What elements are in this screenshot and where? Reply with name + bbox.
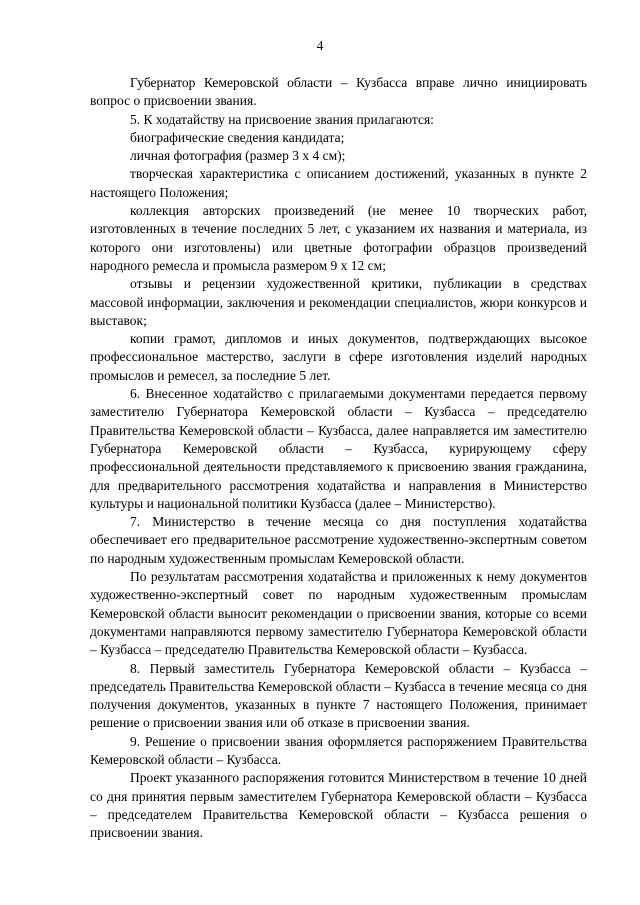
- paragraph: 9. Решение о присвоении звания оформляется распоряжением Правительства Кемеровской области – Кузбасса.: [90, 733, 587, 767]
- paragraph: 5. К ходатайству на присвоение звания прилагаются:: [130, 111, 434, 127]
- list-item: творческая характеристика с описанием достижений, указанных в пункте 2 настоящего Положения;: [90, 166, 587, 200]
- paragraph: Проект указанного распоряжения готовится Министерством в течение 10 дней со дня принятия первым заместителем Губернатора Кемеровской области – Кузбасса – председателем Правительства Кемеровской области – Кузбасса решения о присвоении звания.: [90, 770, 587, 841]
- paragraph: 7. Министерство в течение месяца со дня поступления ходатайства обеспечивает его предварительное рассмотрение художественно-экспертным советом по народным художественным промыслам Кемеровской области.: [90, 514, 587, 566]
- list-item: отзывы и рецензии художественной критики, публикации в средствах массовой информации, заключения и рекомендации специалистов, жюри конкурсов и выставок;: [90, 276, 587, 328]
- paragraph: 8. Первый заместитель Губернатора Кемеровской области – Кузбасса – председатель Правительства Кемеровской области – Кузбасса в течение месяца со дня получения документов, указанных в пункте 7 настоящего Положения, принимает решение о присвоении звания или об отказе в присвоении звания.: [90, 660, 587, 731]
- document-body: [90, 74, 587, 842]
- list-item: личная фотография (размер 3 х 4 см);: [130, 148, 346, 164]
- list-item: копии грамот, дипломов и иных документов, подтверждающих высокое профессиональное мастерство, заслуги в сфере изготовления изделий народных промыслов и ремесел, за последние 5 лет.: [90, 331, 587, 383]
- paragraph: Губернатор Кемеровской области – Кузбасса вправе лично инициировать вопрос о присвоении звания.: [90, 75, 587, 109]
- paragraph: По результатам рассмотрения ходатайства и приложенных к нему документов художественно-экспертный совет по народным художественным промыслам Кемеровской области выносит рекомендации о присвоении звания, которые со всеми документами направляются первому заместителю Губернатора Кемеровской области – Кузбасса – председателю Правительства Кемеровской области – Кузбасса.: [90, 569, 587, 658]
- list-item: коллекция авторских произведений (не менее 10 творческих работ, изготовленных в течение последних 5 лет, с указанием их названия и материала, из которого они изготовлены) или цветные фотографии образцов произведений народного ремесла и промысла размером 9 х 12 см;: [90, 203, 587, 273]
- paragraph: 6. Внесенное ходатайство с прилагаемыми документами передается первому заместителю Губернатора Кемеровской области – Кузбасса – председателю Правительства Кемеровской области – Кузбасса, далее направляется им заместителю Губернатора Кемеровской области – Кузбасса, курирующему сферу профессиональной деятельности представляемого к присвоению звания гражданина, для предварительного рассмотрения ходатайства и направления в Министерство культуры и национальной политики Кузбасса (далее – Министерство).: [90, 386, 587, 511]
- list-item: биографические сведения кандидата;: [130, 129, 345, 145]
- page-number: 4: [316, 38, 324, 53]
